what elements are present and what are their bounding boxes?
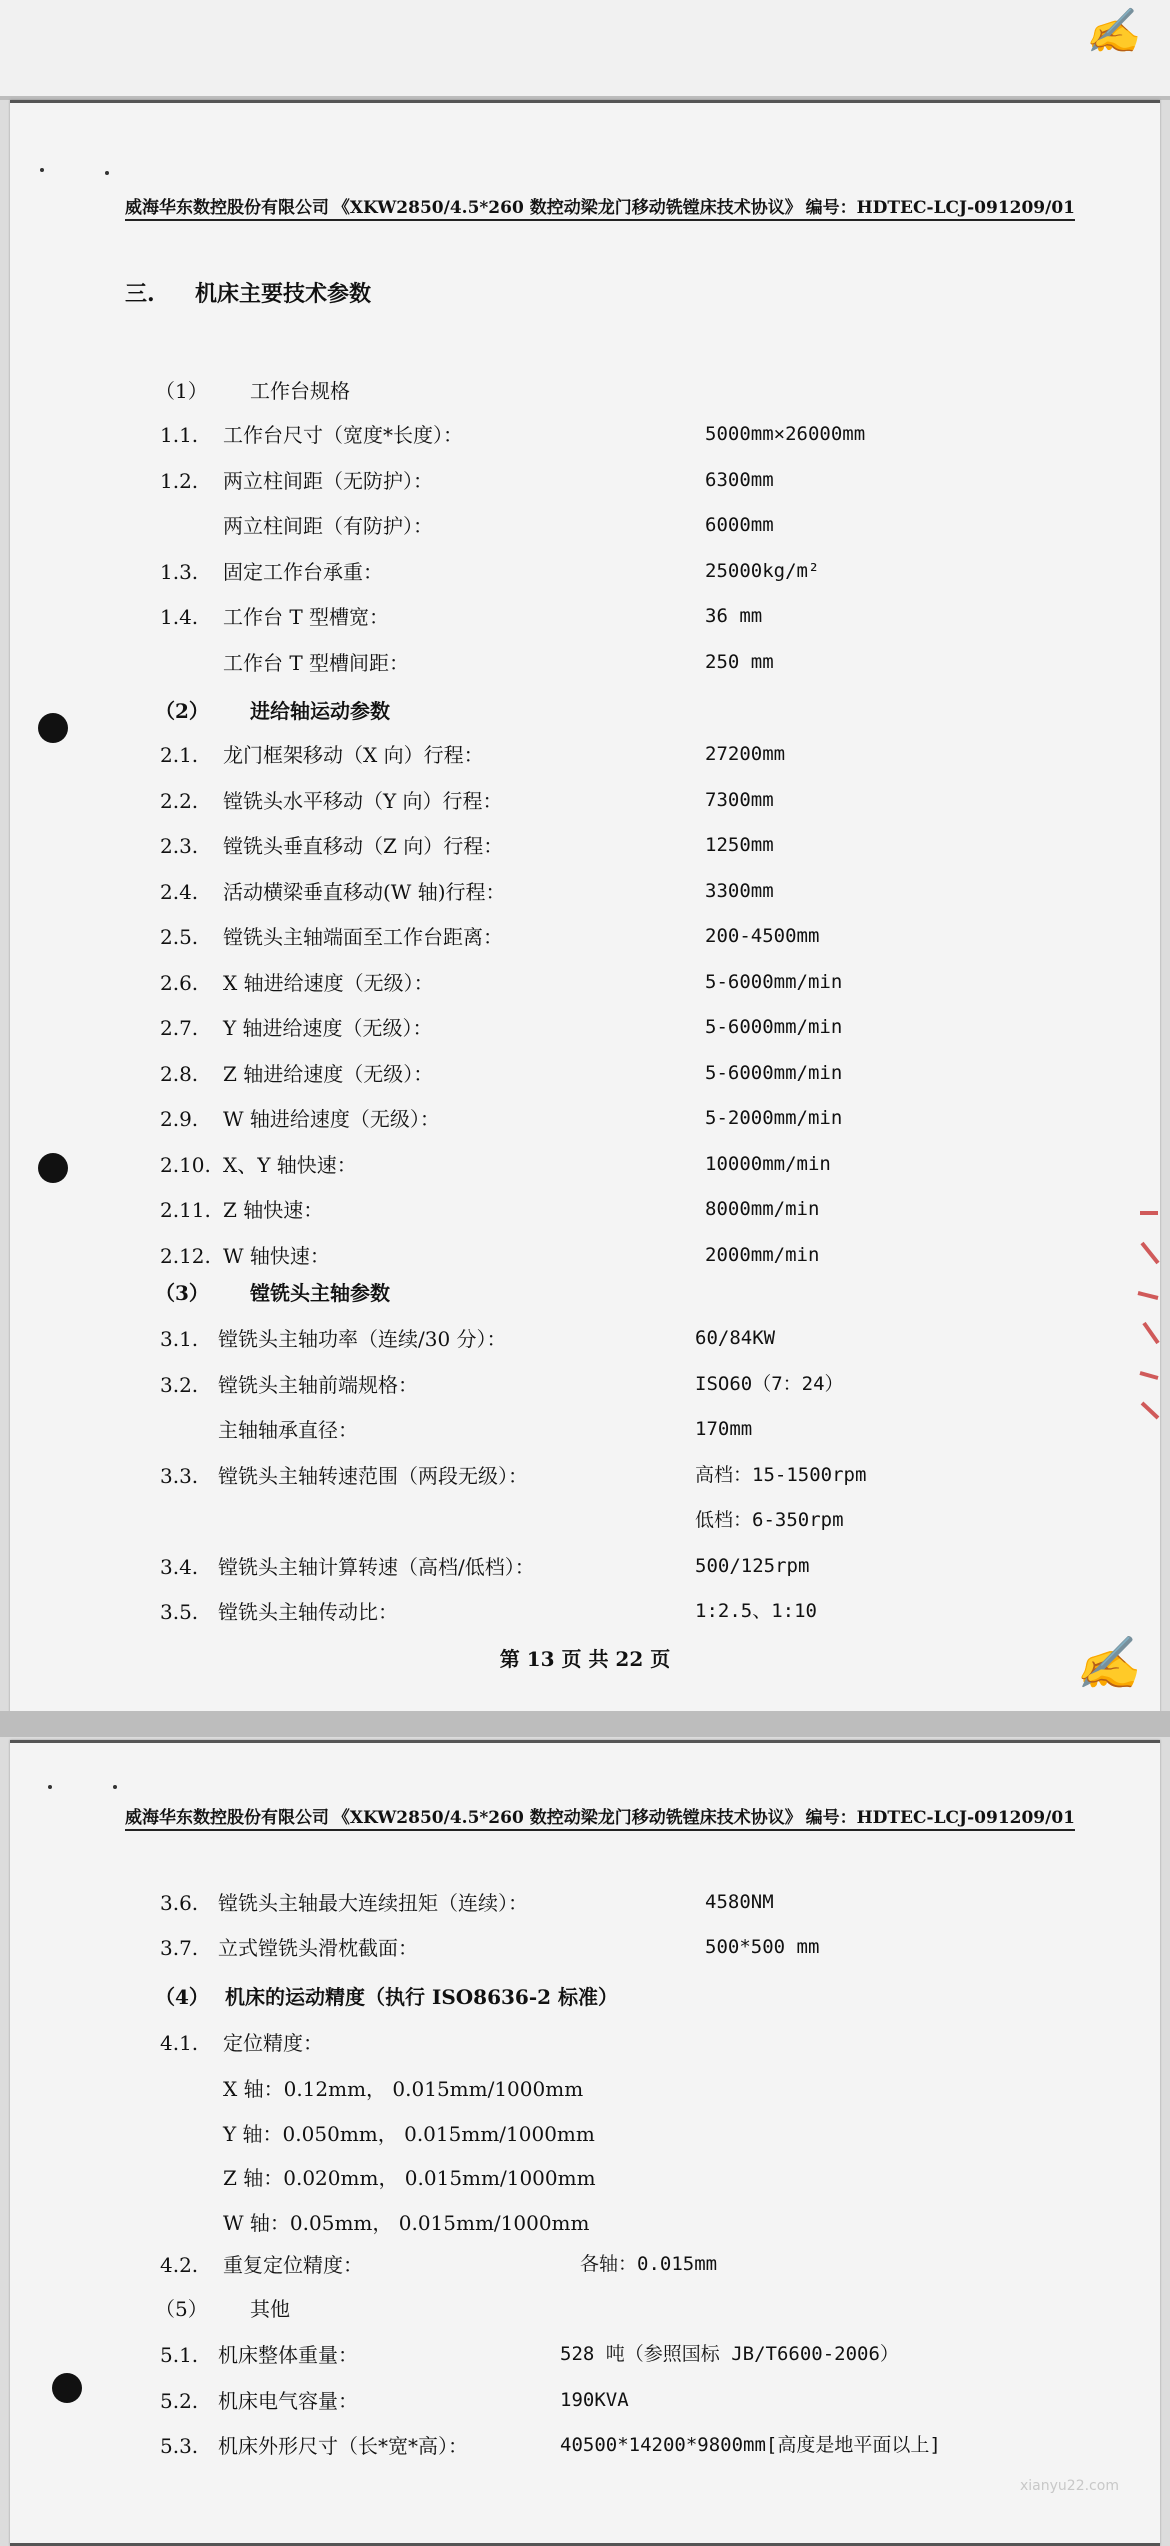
previous-page-fragment	[0, 0, 1170, 99]
spec-label: 镗铣头主轴端面至工作台距离：	[223, 925, 503, 949]
header-doc-title: 《XKW2850/4.5*260 数控动梁龙门移动铣镗床技术协议》	[332, 198, 802, 218]
spec-number: 1.2.	[160, 468, 199, 493]
header-doc-title: 《XKW2850/4.5*260 数控动梁龙门移动铣镗床技术协议》	[332, 1808, 802, 1828]
header-company: 威海华东数控股份有限公司	[125, 198, 329, 218]
spec-value: 5-6000mm/min	[705, 1016, 843, 1038]
spec-number: 2.5.	[160, 925, 199, 949]
spec-number: 1.3.	[160, 559, 199, 584]
spec-label: 机床外形尺寸（长*宽*高）：	[218, 2434, 468, 2458]
spec-label: 镗铣头主轴最大连续扭矩（连续）：	[218, 1891, 528, 1915]
subsection-number: （1）	[155, 379, 208, 403]
section-number: 三.	[125, 281, 155, 307]
spec-label: W 轴快速：	[223, 1243, 330, 1268]
spec-label: 立式镗铣头滑枕截面：	[218, 1936, 418, 1960]
punch-hole	[52, 2373, 82, 2403]
spec-value: 低档：6-350rpm	[695, 1509, 844, 1531]
spec-value: 60/84KW	[695, 1327, 776, 1349]
subsection-number: （5）	[155, 2297, 208, 2321]
scan-speck	[113, 1785, 117, 1789]
spec-value: 500/125rpm	[695, 1554, 810, 1577]
spec-number: 2.10.	[160, 1152, 211, 1177]
spec-value: 190KVA	[560, 2388, 629, 2411]
punch-hole	[38, 1153, 68, 1183]
spec-label: X 轴进给速度（无级）：	[223, 970, 434, 995]
punch-hole	[38, 713, 68, 743]
spec-value: 36 mm	[705, 605, 763, 627]
spec-label: 固定工作台承重：	[223, 559, 383, 584]
spec-value: 4580NM	[705, 1891, 774, 1913]
spec-number: 3.6.	[160, 1891, 199, 1915]
spec-value: 250 mm	[705, 650, 774, 673]
spec-number: 3.4.	[160, 1554, 199, 1579]
spec-label: Z 轴快速：	[223, 1198, 324, 1222]
spec-label: 镗铣头主轴转速范围（两段无级）：	[218, 1463, 528, 1488]
subsection-title: 其他	[250, 2297, 290, 2321]
spec-number: 2.11.	[160, 1198, 211, 1222]
handwritten-signature: ✍	[1075, 1634, 1140, 1694]
scan-speck	[40, 168, 44, 172]
spec-label: 龙门框架移动（X 向）行程：	[223, 743, 484, 767]
subsection-title: 机床的运动精度（执行 ISO8636-2 标准）	[225, 1985, 619, 2009]
spec-label: 工作台 T 型槽间距：	[223, 650, 410, 675]
spec-number: 3.5.	[160, 1600, 199, 1624]
document-page-14	[10, 1740, 1160, 2546]
spec-label: 两立柱间距（有防护）：	[223, 514, 433, 538]
spec-number: 3.2.	[160, 1372, 199, 1397]
header-doc-no: 编号：HDTEC-LCJ-091209/01	[805, 1808, 1075, 1828]
spec-number: 2.1.	[160, 743, 199, 767]
spec-number: 5.2.	[160, 2388, 199, 2413]
spec-number: 2.4.	[160, 879, 199, 904]
subsection-number: （4）	[155, 1985, 209, 2009]
spec-number: 3.7.	[160, 1936, 199, 1960]
spec-value: 25000kg/m²	[705, 559, 820, 582]
spec-number: 4.2.	[160, 2253, 199, 2277]
spec-value: 6000mm	[705, 514, 774, 536]
spec-value: 8000mm/min	[705, 1198, 820, 1220]
spec-value: 1250mm	[705, 834, 774, 856]
spec-value: 10000mm/min	[705, 1152, 831, 1175]
header-rule	[125, 219, 1075, 221]
precision-line: W 轴：0.05mm， 0.015mm/1000mm	[223, 2210, 590, 2235]
spec-value: 5-2000mm/min	[705, 1107, 843, 1129]
header-doc-no: 编号：HDTEC-LCJ-091209/01	[805, 198, 1075, 218]
page-header	[125, 1803, 1075, 1828]
watermark: xianyu22.com	[1020, 2478, 1119, 2494]
spec-value: 2000mm/min	[705, 1243, 820, 1266]
document-page-13	[10, 100, 1160, 1714]
page-header	[125, 193, 1075, 218]
spec-number: 2.7.	[160, 1016, 199, 1040]
handwritten-signature: ✍	[1085, 6, 1140, 57]
spec-number: 2.2.	[160, 788, 199, 813]
spec-number: 4.1.	[160, 2031, 199, 2055]
spec-label: 镗铣头主轴计算转速（高档/低档）：	[218, 1554, 535, 1579]
spec-value: 7300mm	[705, 788, 774, 811]
header-company: 威海华东数控股份有限公司	[125, 1808, 329, 1828]
spec-label: 镗铣头主轴功率（连续/30 分）：	[218, 1327, 507, 1351]
spec-number: 3.3.	[160, 1463, 199, 1488]
precision-line: X 轴：0.12mm， 0.015mm/1000mm	[223, 2077, 584, 2101]
spec-label: 工作台尺寸（宽度*长度）：	[223, 423, 463, 447]
spec-number: 2.8.	[160, 1061, 199, 1086]
spec-number: 2.6.	[160, 970, 199, 995]
spec-label: 两立柱间距（无防护）：	[223, 468, 433, 493]
precision-line: Z 轴：0.020mm， 0.015mm/1000mm	[223, 2166, 596, 2190]
spec-label: W 轴进给速度（无级）：	[223, 1107, 440, 1131]
spec-label: 机床电气容量：	[218, 2388, 358, 2413]
spec-label: 定位精度：	[223, 2031, 323, 2055]
spec-label: 镗铣头垂直移动（Z 向）行程：	[223, 834, 504, 858]
spec-value: 3300mm	[705, 879, 774, 902]
spec-value: 高档：15-1500rpm	[695, 1463, 867, 1486]
spec-value: 40500*14200*9800mm[高度是地平面以上]	[560, 2434, 941, 2456]
spec-value: ISO60（7：24）	[695, 1372, 844, 1395]
spec-number: 1.1.	[160, 423, 199, 447]
spec-label: 机床整体重量：	[218, 2343, 358, 2367]
spec-number: 3.1.	[160, 1327, 199, 1351]
spec-value: 27200mm	[705, 743, 786, 765]
subsection-number: （2）	[155, 699, 209, 723]
section-title: 机床主要技术参数	[195, 281, 372, 307]
spec-value: 200-4500mm	[705, 925, 820, 947]
spec-value: 1:2.5、1:10	[695, 1600, 817, 1622]
spec-label: 工作台 T 型槽宽：	[223, 605, 390, 629]
subsection-title: 工作台规格	[250, 379, 350, 403]
spec-value: 6300mm	[705, 468, 774, 491]
spec-value: 5-6000mm/min	[705, 970, 843, 993]
spec-label: 主轴轴承直径：	[218, 1418, 358, 1442]
spec-value: 5000mm×26000mm	[705, 423, 866, 445]
scan-speck	[48, 1785, 52, 1789]
spec-number: 5.3.	[160, 2434, 199, 2458]
spec-value: 5-6000mm/min	[705, 1061, 843, 1084]
spec-number: 2.12.	[160, 1243, 211, 1268]
spec-value: 170mm	[695, 1418, 753, 1440]
precision-line: Y 轴：0.050mm， 0.015mm/1000mm	[223, 2121, 595, 2146]
spec-label: Y 轴进给速度（无级）：	[223, 1016, 433, 1040]
spec-number: 1.4.	[160, 605, 199, 629]
red-stamp-edge	[1130, 1203, 1160, 1433]
subsection-title: 镗铣头主轴参数	[250, 1281, 390, 1305]
spec-label: Z 轴进给速度（无级）：	[223, 1061, 434, 1086]
page-footer: 第 13 页 共 22 页	[499, 1647, 671, 1671]
page-gap	[0, 1711, 1170, 1737]
subsection-title: 进给轴运动参数	[250, 699, 390, 723]
spec-number: 2.9.	[160, 1107, 199, 1131]
header-rule	[125, 1829, 1075, 1831]
spec-number: 2.3.	[160, 834, 199, 858]
spec-number: 5.1.	[160, 2343, 199, 2367]
spec-label: 活动横梁垂直移动(W 轴)行程：	[223, 879, 506, 904]
subsection-number: （3）	[155, 1281, 209, 1305]
spec-value: 528 吨（参照国标 JB/T6600-2006）	[560, 2343, 899, 2365]
spec-label: 重复定位精度：	[223, 2253, 363, 2277]
spec-value: 各轴：0.015mm	[580, 2253, 718, 2275]
spec-label: 镗铣头主轴前端规格：	[218, 1372, 418, 1397]
spec-label: 镗铣头主轴传动比：	[218, 1600, 398, 1624]
scan-speck	[105, 171, 109, 175]
spec-label: 镗铣头水平移动（Y 向）行程：	[223, 788, 503, 813]
spec-label: X、Y 轴快速：	[223, 1152, 357, 1177]
spec-value: 500*500 mm	[705, 1936, 820, 1958]
